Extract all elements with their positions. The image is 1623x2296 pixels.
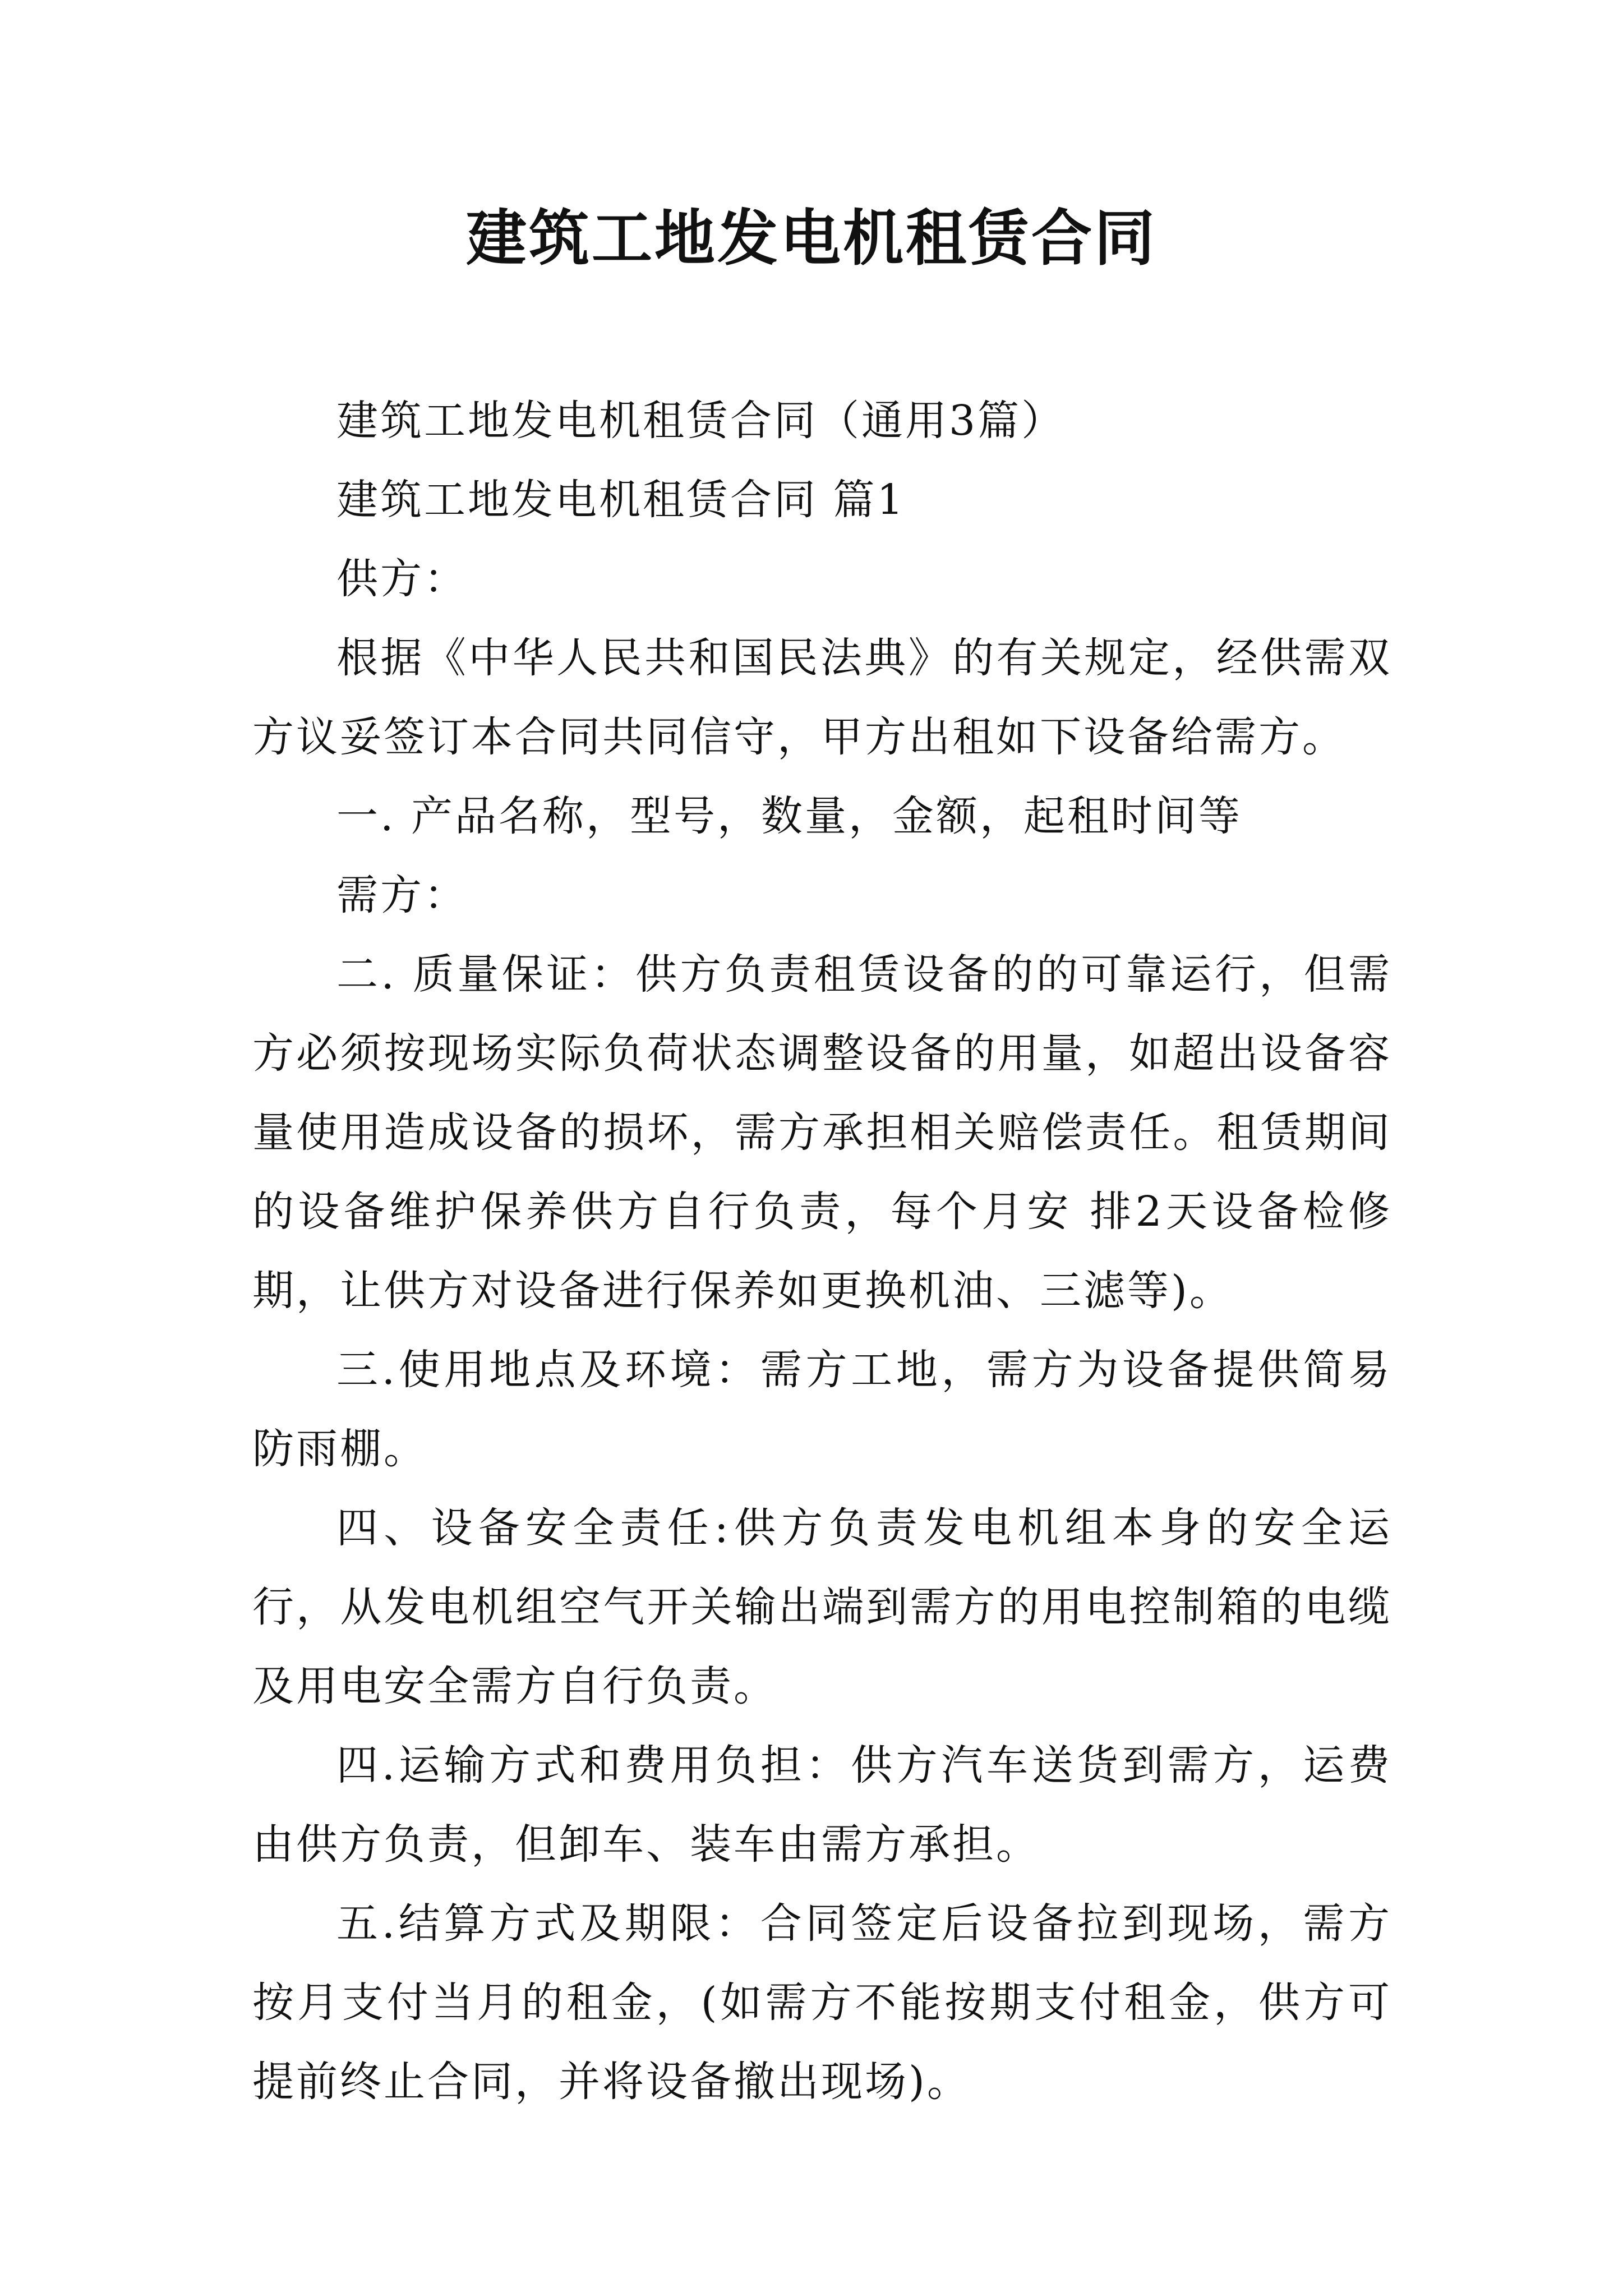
paragraph-demander: 需方： — [336, 871, 468, 919]
paragraph-clause-5: 五.结算方式及期限：合同签定后设备拉到现场，需方按月支付当月的租金，(如需方不能按期支付租金，供方可提前终止合同，并将设备撤出现场)。 — [252, 1899, 1392, 2106]
paragraph-clause-1: 一. 产品名称，型号，数量，金额，起租时间等 — [336, 792, 1243, 840]
paragraph-subtitle: 建筑工地发电机租赁合同（通用3篇） — [336, 397, 1066, 445]
paragraph-clause-3: 三.使用地点及环境：需方工地，需方为设备提供简易防雨棚。 — [252, 1346, 1392, 1473]
paragraph-legal-basis: 根据《中华人民共和国民法典》的有关规定，经供需双方议妥签订本合同共同信守，甲方出租如下设备给需方。 — [252, 634, 1392, 761]
paragraph-part-heading: 建筑工地发电机租赁合同 篇1 — [336, 476, 906, 524]
paragraph-clause-4-transport: 四.运输方式和费用负担：供方汽车送货到需方，运费由供方负责，但卸车、装车由需方承担。 — [252, 1741, 1392, 1869]
document-body — [252, 381, 1392, 2122]
paragraph-clause-4-safety: 四、设备安全责任:供方负责发电机组本身的安全运行，从发电机组空气开关输出端到需方的用电控制箱的电缆及用电安全需方自行负责。 — [252, 1504, 1392, 1710]
paragraph-supplier: 供方： — [336, 555, 468, 603]
document-title: 建筑工地发电机租赁合同 — [465, 203, 1157, 274]
paragraph-clause-2: 二. 质量保证：供方负责租赁设备的的可靠运行，但需方必须按现场实际负荷状态调整设备的用量，如超出设备容量使用造成设备的损坏，需方承担相关赔偿责任。租赁期间的设备维护保养供方自行负责，每个月安 排2天设备检修期，让供方对设备进行保养如更换机油、三滤等)。 — [252, 950, 1392, 1315]
